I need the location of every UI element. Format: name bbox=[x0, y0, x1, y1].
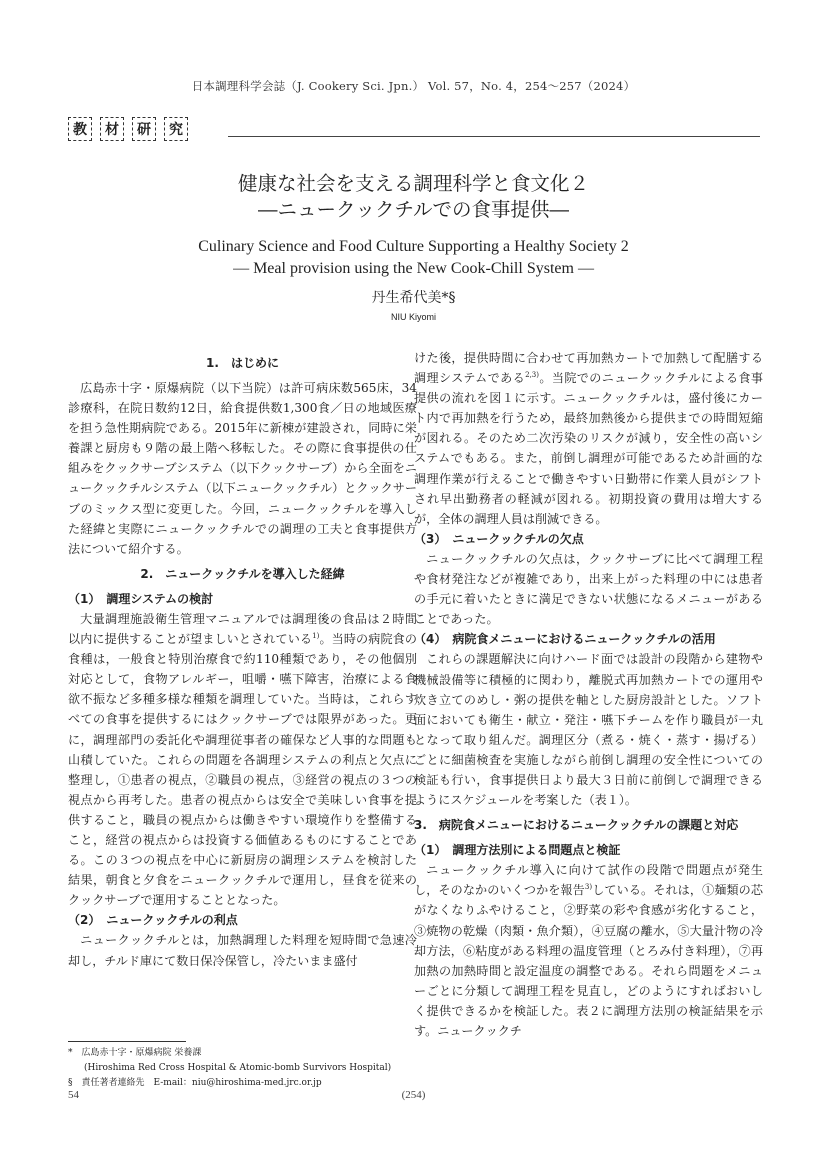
citation: 2,3) bbox=[525, 371, 539, 380]
section-heading: 1. はじめに bbox=[206, 356, 279, 370]
category-char: 研 bbox=[132, 117, 156, 141]
subsection-heading: （4） 病院食メニューにおけるニュークックチルの活用 bbox=[414, 632, 716, 647]
subsection-heading: （2） ニュークックチルの利点 bbox=[68, 913, 238, 928]
section-heading: 3. 病院食メニューにおけるニュークックチルの課題と対応 bbox=[414, 818, 739, 833]
category-char: 教 bbox=[68, 117, 92, 141]
paragraph: 大量調理施設衛生管理マニュアルでは調理後の食品は２時間以内に提供することが望ましいとされている$^{1)}$。当時の病院食の食種は，一般食と特別治療食で約110種類であり，その他個別対応として，食物アレルギー，咀嚼・嚥下障害，治療による食欲不振など多種多様な種類を調理していた。当時は，これらすべての食事を提供するにはクックサーブでは限界があった。更に，調理部門の委託化や調理従事者の確保など人事的な問題も山積していた。これらの問題を各調理システムの利点と欠点に整理し，①患者の視点，②職員の視点，③経営の視点の３つの視点から再考した。患者の視点からは安全で美味しい食事を提供すること，職員の視点からは働きやすい環境作りを整備すること，経営の視点からは投資する価値あるものにすることである。この３つの視点を中心に新厨房の調理システムを検討した結果，朝食と夕食をニュークックチルで運用し，昼食を従来のクックサーブで運用することとなった。 bbox=[68, 611, 417, 908]
journal-page-number: (254) bbox=[401, 1089, 426, 1101]
paragraph: けた後，提供時間に合わせて再加熱カートで加熱して配膳する調理システムである$^{2,3)}$。当院でのニュークックチルによる食事提供の流れを図１に示す。ニュークックチルは，盛付後にカート内で再加熱を行うため，最終加熱後から提供までの時間短縮が図れる。そのため二次汚染のリスクが減り，安全性の高いシステムでもある。また，前倒し調理が可能であるため計画的な調理作業が行えることで働きやすい日勤帯に作業人員がシフトされ早出勤務者の軽減が図れる。初期投資の費用は増大するが，全体の調理人員は削減できる。 bbox=[414, 351, 763, 526]
subsection-heading: （3） ニュークックチルの欠点 bbox=[414, 531, 584, 546]
journal-header: 日本調理科学会誌（J. Cookery Sci. Jpn.） Vol. 57，No. 4，254～257（2024） bbox=[191, 79, 636, 93]
footnotes bbox=[68, 1046, 417, 1091]
footnote-rule bbox=[68, 1041, 186, 1042]
category-char: 究 bbox=[164, 117, 188, 141]
title-japanese bbox=[0, 171, 827, 223]
footnote-contact: § 責任著者連絡先 E-mail：niu@hiroshima-med.jrc.or.jp bbox=[68, 1078, 322, 1088]
header-rule bbox=[228, 136, 760, 137]
paragraph: 広島赤十字・原爆病院（以下当院）は許可病床数565床，34診療科，在院日数約12日，給食提供数1,300食／日の地域医療を担う急性期病院である。2015年に新棟が建設され，同時に栄養課と厨房も９階の最上階へ移転した。その際に食事提供の仕組みをクックサーブシステム（以下クックサーブ）から全面をニュークックチルシステム（以下ニュークックチル）とクックサーブのミックス型に変更した。今回，ニュークックチルを導入した経緯と実際にニュークックチルでの調理の工夫と食事提供方法について紹介する。 bbox=[68, 381, 417, 556]
title-ja-line1: 健康な社会を支える調理科学と食文化２ bbox=[237, 172, 589, 195]
citation: 3) bbox=[584, 883, 593, 892]
footnote-affiliation-en: (Hiroshima Red Cross Hospital & Atomic-bomb Survivors Hospital) bbox=[84, 1063, 392, 1073]
page-number: 54 bbox=[68, 1089, 79, 1101]
left-column bbox=[68, 348, 417, 971]
paragraph: これらの課題解決に向けハード面では設計の段階から建物や機械設備等に積極的に関わり，離脱式再加熱カートでの運用や炊き立てのめし・粥の提供を軸とした厨房設計とした。ソフト面においても衛生・献立・発注・嚥下チームを作り職員が一丸となって取り組んだ。調理区分（煮る・焼く・蒸す・揚げる）ごとに細菌検査を実施しながら前倒し調理の安全性についての検証も行い，食事提供日より最大３日前に前倒しで調理できるようにスケジュールを考案した（表１）。 bbox=[414, 652, 763, 808]
paragraph: ニュークックチルとは，加熱調理した料理を短時間で急速冷却し，チルド庫にて数日保冷保管し，冷たいまま盛付 bbox=[68, 933, 417, 968]
paragraph: ニュークックチルの欠点は，クックサーブに比べて調理工程や食材発注などが複雑であり，出来上がった料理の中には患者の手元に着いたときに満足できない状態になるメニューがあることであった。 bbox=[414, 551, 763, 627]
title-english bbox=[0, 236, 827, 280]
right-column bbox=[414, 348, 763, 1041]
title-ja-line2: ―ニュークックチルでの食事提供― bbox=[257, 198, 570, 221]
category-char: 材 bbox=[100, 117, 124, 141]
section-heading: 2. ニュークックチルを導入した経緯 bbox=[140, 566, 345, 581]
footnote-affiliation: * 広島赤十字・原爆病院 栄養課 bbox=[68, 1048, 202, 1058]
subsection-heading: （1） 調理システムの検討 bbox=[68, 591, 214, 606]
subsection-heading: （1） 調理方法別による問題点と検証 bbox=[414, 843, 621, 858]
citation: 1) bbox=[312, 632, 320, 640]
paragraph: ニュークックチル導入に向けて試作の段階で問題点が発生し，そのなかのいくつかを報告$^{3)}$している。それは，①麺類の芯がなくなりふやけること，②野菜の彩や食感が劣化すること，③焼物の乾燥（肉類・魚介類），④豆腐の離水，⑤大量汁物の冷却方法，⑥粘度がある料理の温度管理（とろみ付き料理），⑦再加熱の加熱時間と設定温度の調整である。それら問題をメニューごとに分類して調理工程を見直し，どのようにすればおいしく提供できるかを検証した。表２に調理方法別の検証結果を示す。ニュークックチ bbox=[414, 863, 763, 1038]
author-name-en: NIU Kiyomi bbox=[390, 312, 436, 322]
title-en-line1: Culinary Science and Food Culture Supporting a Healthy Society 2 bbox=[198, 238, 629, 255]
article-category bbox=[68, 117, 188, 141]
author-name: 丹生希代美*§ bbox=[371, 290, 456, 306]
title-en-line2: ― Meal provision using the New Cook-Chill System ― bbox=[233, 260, 594, 277]
